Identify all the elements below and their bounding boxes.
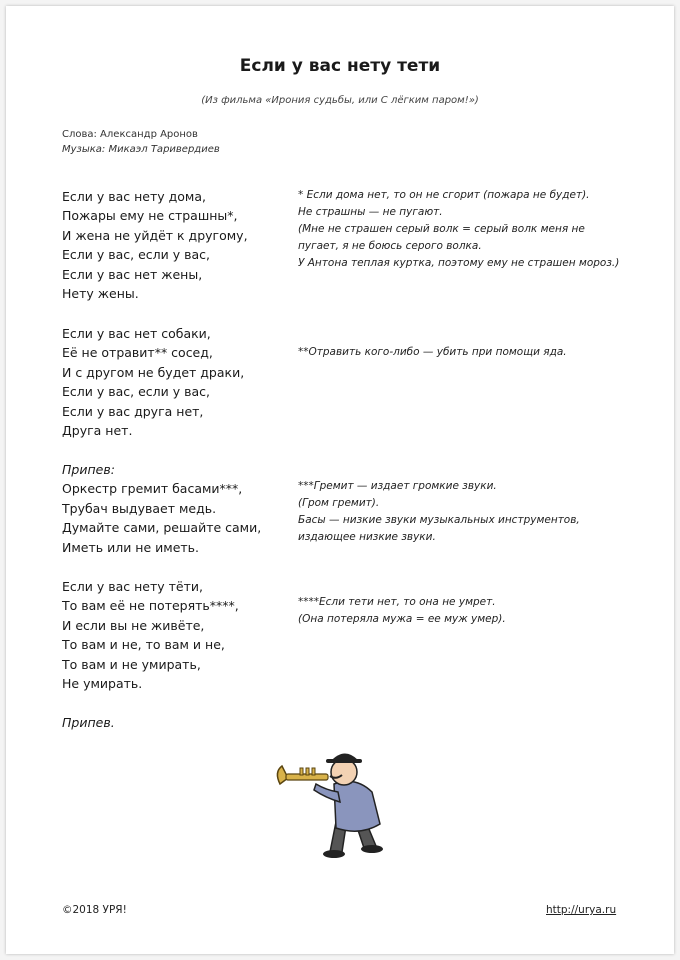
lyric-line: Пожары ему не страшны*, (62, 208, 238, 224)
refrain-repeat (62, 713, 115, 732)
lyrics-author: Слова: Александр Аронов (62, 129, 198, 140)
lyric-line: Если у вас нету тёти, (62, 579, 203, 594)
lyric-line: И если вы не живёте, (62, 617, 205, 633)
footnote-2 (298, 344, 628, 361)
footnote-line: Не страшны — не пугают. (298, 206, 443, 218)
copyright-text: ©2018 УРЯ! (62, 904, 127, 916)
music-author: Музыка: Микаэл Таривердиев (62, 144, 220, 155)
lyric-line: Если у вас нет жены, (62, 266, 203, 282)
lyric-line: Думайте сами, решайте сами, (62, 520, 262, 536)
lyric-line: То вам её не потерять****, (62, 598, 239, 614)
lyric-line: Если у вас, если у вас, (62, 247, 210, 263)
stanza-2 (62, 324, 244, 440)
lyric-line: Нету жены. (62, 286, 139, 302)
footnote-line: (Она потеряла мужа = ее муж умер). (298, 613, 506, 625)
stanza-3 (62, 577, 239, 693)
lyric-line: Если у вас друга нет, (62, 403, 204, 419)
footnote-line: У Антона теплая куртка, поэтому ему не страшен мороз.) (298, 257, 620, 269)
refrain-label: Припев: (62, 462, 115, 477)
trumpet-valve (306, 768, 309, 775)
song-credits (62, 127, 220, 157)
trumpeter-coat (334, 781, 380, 831)
trumpeter-shoe-right (361, 845, 383, 853)
footnote-line: Басы — низкие звуки музыкальных инструментов, издающее низкие звуки. (298, 514, 580, 543)
trumpet-valve (300, 768, 303, 775)
trumpet-valve (312, 768, 315, 775)
footnote-line: **Отравить кого-либо — убить при помощи яда. (298, 346, 567, 358)
lyric-line: Иметь или не иметь. (62, 539, 200, 555)
document-page (6, 6, 674, 954)
stanza-1 (62, 187, 248, 303)
lyric-line: Если у вас нет собаки, (62, 326, 211, 341)
site-link[interactable]: http://urya.ru (546, 904, 617, 916)
lyric-line: Если у вас, если у вас, (62, 384, 210, 400)
lyric-line: Друга нет. (62, 423, 133, 439)
footnote-line: * Если дома нет, то он не сгорит (пожара не будет). (298, 189, 590, 201)
trumpeter-shoe-left (323, 850, 345, 858)
lyric-line: То вам и не умирать, (62, 656, 201, 672)
lyric-line: Оркестр гремит басами***, (62, 481, 243, 497)
lyric-line: Не умирать. (62, 676, 143, 692)
footnote-line: ****Если тети нет, то она не умрет. (298, 596, 496, 608)
footnote-line: ***Гремит — издает громкие звуки. (298, 480, 497, 492)
lyric-line: И жена не уйдёт к другому, (62, 227, 248, 243)
footnote-3 (298, 478, 628, 546)
song-title: Если у вас нету тети (239, 56, 441, 76)
song-subtitle: (Из фильма «Ирония судьбы, или С лёгким паром!») (201, 95, 479, 106)
refrain-label: Припев. (62, 715, 115, 730)
trumpeter-illustration (268, 744, 408, 862)
bowler-hat-brim (326, 759, 362, 763)
lyric-line: Трубач выдувает медь. (62, 500, 217, 516)
refrain (62, 460, 261, 557)
lyric-line: И с другом не будет драки, (62, 364, 245, 380)
lyric-line: Её не отравит** сосед, (62, 345, 213, 361)
footnote-1 (298, 187, 628, 272)
footnote-4 (298, 594, 628, 628)
footnote-line: (Гром гремит). (298, 497, 380, 509)
lyric-line: То вам и не, то вам и не, (62, 637, 225, 653)
lyric-line: Если у вас нету дома, (62, 189, 206, 204)
footnote-line: (Мне не страшен серый волк = серый волк меня не пугает, я не боюсь серого волка. (298, 223, 585, 252)
